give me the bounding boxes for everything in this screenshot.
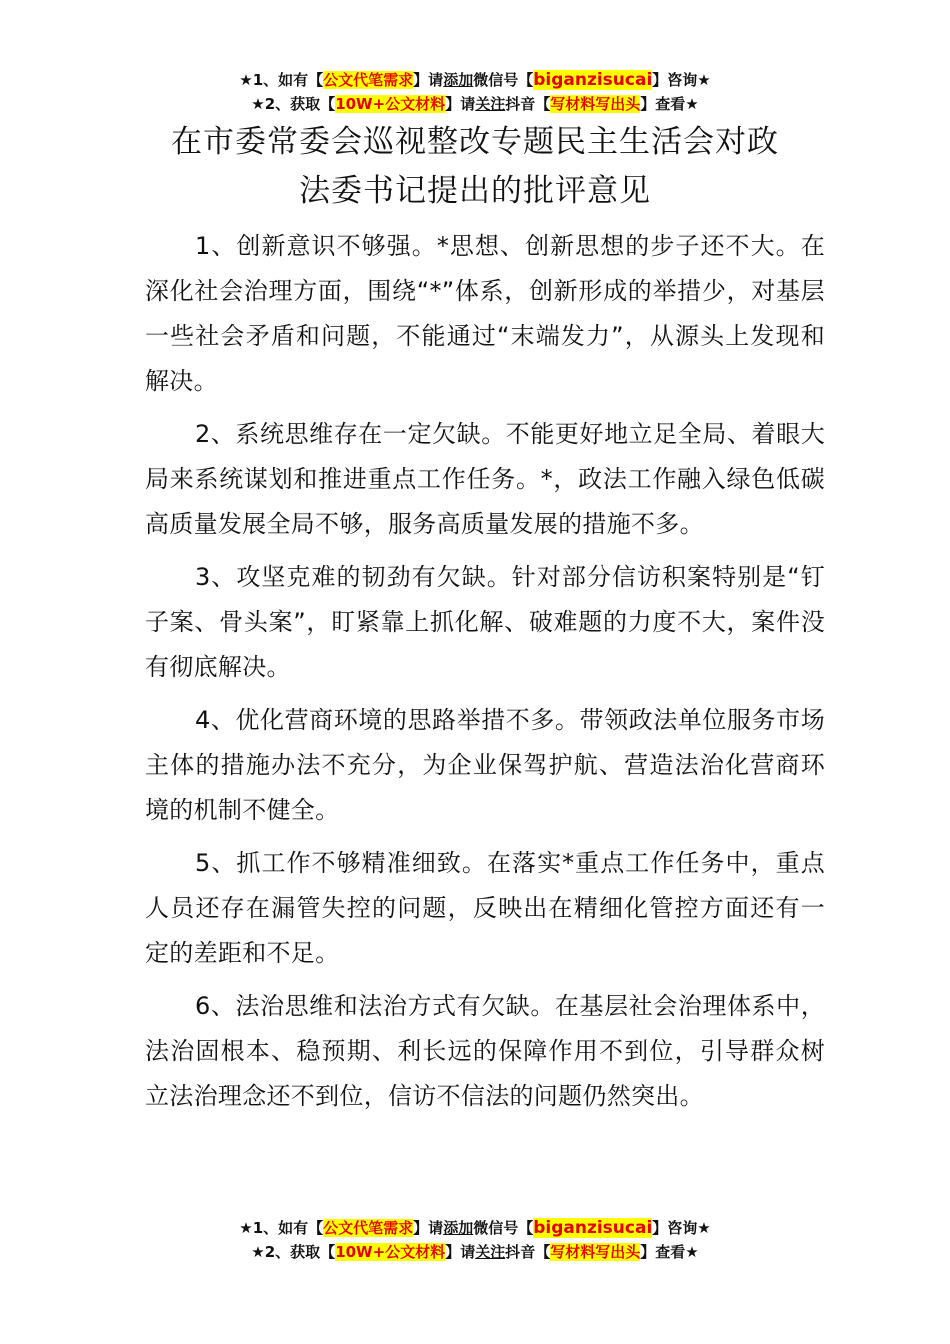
document-title bbox=[0, 118, 950, 216]
paragraph-3: 3、攻坚克难的韧劲有欠缺。针对部分信访积案特别是“钉子案、骨头案”，盯紧靠上抓化解、破难题的力度不大，案件没有彻底解决。 bbox=[145, 563, 825, 681]
title-line-2: 法委书记提出的批评意见 bbox=[299, 173, 651, 209]
paragraph-1: 1、创新意识不够强。*思想、创新思想的步子还不大。在深化社会治理方面，围绕“*”体系，创新形成的举措少，对基层一些社会矛盾和问题，不能通过“末端发力”，从源头上发现和解决。 bbox=[145, 232, 825, 395]
banner-line-2: ★2、获取【10W+公文材料】请关注抖音【写材料写出头】查看★ bbox=[251, 1243, 699, 1261]
highlight-douyin: 写材料写出头 bbox=[550, 95, 641, 113]
highlight-service: 公文代笔需求 bbox=[323, 71, 414, 89]
highlight-douyin: 写材料写出头 bbox=[550, 1243, 641, 1261]
highlight-materials: 10W+公文材料 bbox=[335, 1243, 446, 1261]
paragraph-4: 4、优化营商环境的思路举措不多。带领政法单位服务市场主体的措施办法不充分，为企业保驾护航、营造法治化营商环境的机制不健全。 bbox=[145, 706, 825, 824]
highlight-service: 公文代笔需求 bbox=[323, 1219, 414, 1237]
header-banner bbox=[0, 68, 950, 116]
highlight-wechat-id: biganzisucai bbox=[533, 1218, 653, 1238]
banner-line-1: ★1、如有【公文代笔需求】请添加微信号【biganzisucai】咨询★ bbox=[239, 1218, 711, 1238]
paragraph-2: 2、系统思维存在一定欠缺。不能更好地立足全局、着眼大局来系统谋划和推进重点工作任务。*，政法工作融入绿色低碳高质量发展全局不够，服务高质量发展的措施不多。 bbox=[145, 420, 825, 538]
title-line-1: 在市委常委会巡视整改专题民主生活会对政 bbox=[171, 124, 779, 160]
highlight-materials: 10W+公文材料 bbox=[335, 95, 446, 113]
document-body bbox=[145, 224, 825, 1127]
paragraph-6: 6、法治思维和法治方式有欠缺。在基层社会治理体系中，法治固根本、稳预期、利长远的保障作用不到位，引导群众树立法治理念还不到位，信访不信法的问题仍然突出。 bbox=[145, 992, 825, 1110]
paragraph-5: 5、抓工作不够精准细致。在落实*重点工作任务中，重点人员还存在漏管失控的问题，反映出在精细化管控方面还有一定的差距和不足。 bbox=[145, 849, 825, 967]
banner-line-2: ★2、获取【10W+公文材料】请关注抖音【写材料写出头】查看★ bbox=[251, 95, 699, 113]
banner-line-1: ★1、如有【公文代笔需求】请添加微信号【biganzisucai】咨询★ bbox=[239, 70, 711, 90]
highlight-wechat-id: biganzisucai bbox=[533, 70, 653, 90]
footer-banner bbox=[0, 1216, 950, 1264]
